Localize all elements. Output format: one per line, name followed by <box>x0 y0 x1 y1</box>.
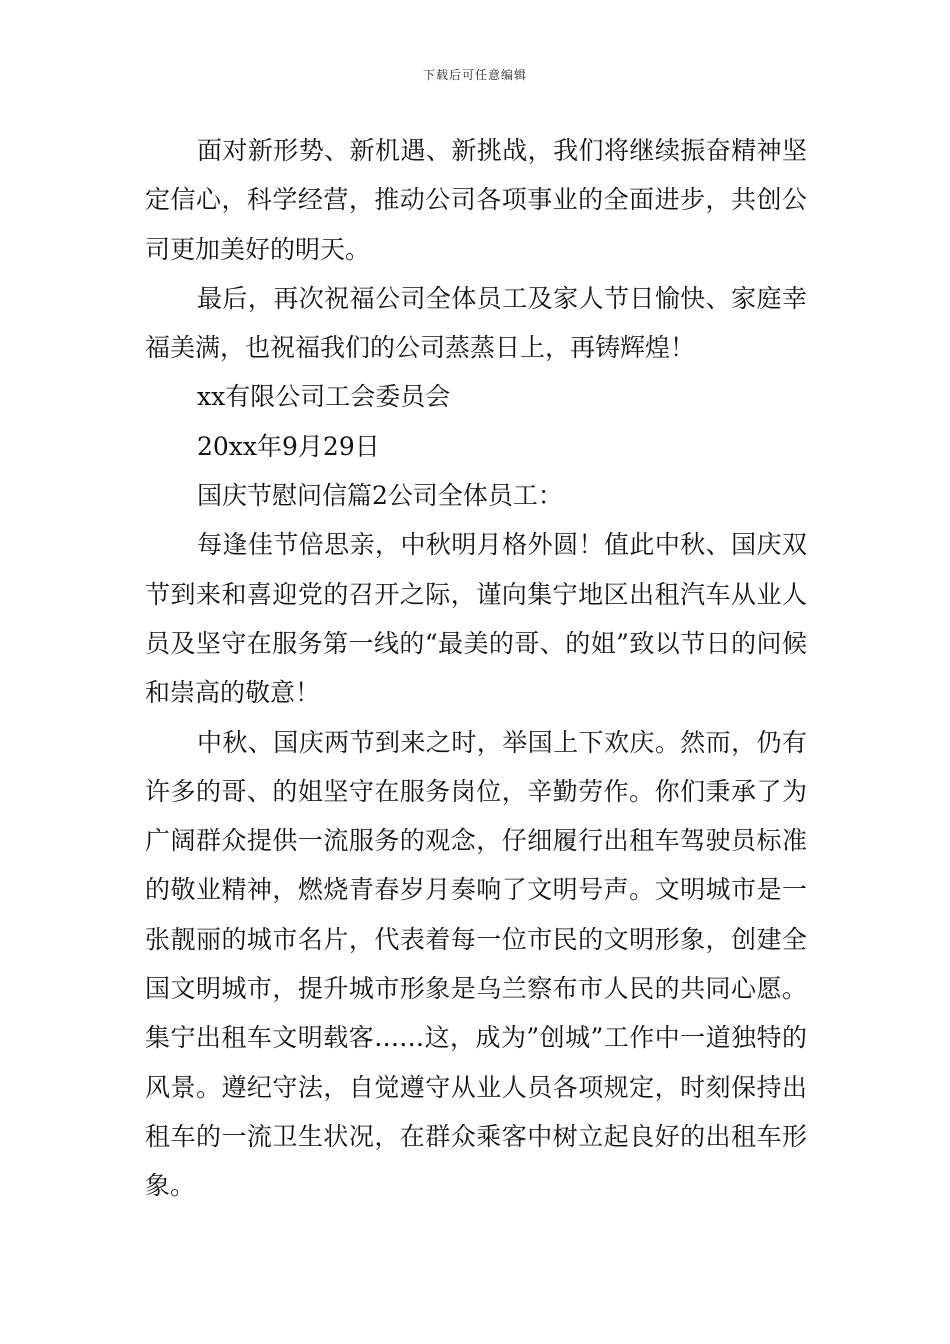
signature-date: 20xx年9月29日 <box>197 431 380 461</box>
paragraph: 中秋、国庆两节到来之时，举国上下欢庆。然而，仍有许多的哥、的姐坚守在服务岗位，辛勤劳作。你们秉承了为广阔群众提供一流服务的观念，仔细履行出租车驾驶员标准的敬业精神，燃烧青春岁月奏响了文明号声。文明城市是一张靓丽的城市名片，代表着每一位市民的文明形象，创建全国文明城市，提升城市形象是乌兰察布市人民的共同心愿。集宁出租车文明载客……这，成为”创城”工作中一道独特的风景。遵纪守法，自觉遵守从业人员各项规定，时刻保持出租车的一流卫生状况，在群众乘客中树立起良好的出租车形象。 <box>145 727 807 1201</box>
paragraph: 面对新形势、新机遇、新挑战，我们将继续振奋精神坚定信心，科学经营，推动公司各项事业的全面进步，共创公司更加美好的明天。 <box>145 136 807 264</box>
paragraph: 每逢佳节倍思亲，中秋明月格外圆！值此中秋、国庆双节到来和喜迎党的召开之际，谨向集宁地区出租汽车从业人员及坚守在服务第一线的“最美的哥、的姐”致以节日的问候和崇高的敬意！ <box>145 530 807 708</box>
document-body <box>145 126 807 1211</box>
paragraph: 最后，再次祝福公司全体员工及家人节日愉快、家庭幸福美满，也祝福我们的公司蒸蒸日上，再铸辉煌！ <box>145 283 807 363</box>
page-header: 下载后可任意编辑 <box>422 68 527 82</box>
section-heading: 国庆节慰问信篇2公司全体员工： <box>197 481 563 511</box>
signature-org: xx有限公司工会委员会 <box>197 382 451 412</box>
